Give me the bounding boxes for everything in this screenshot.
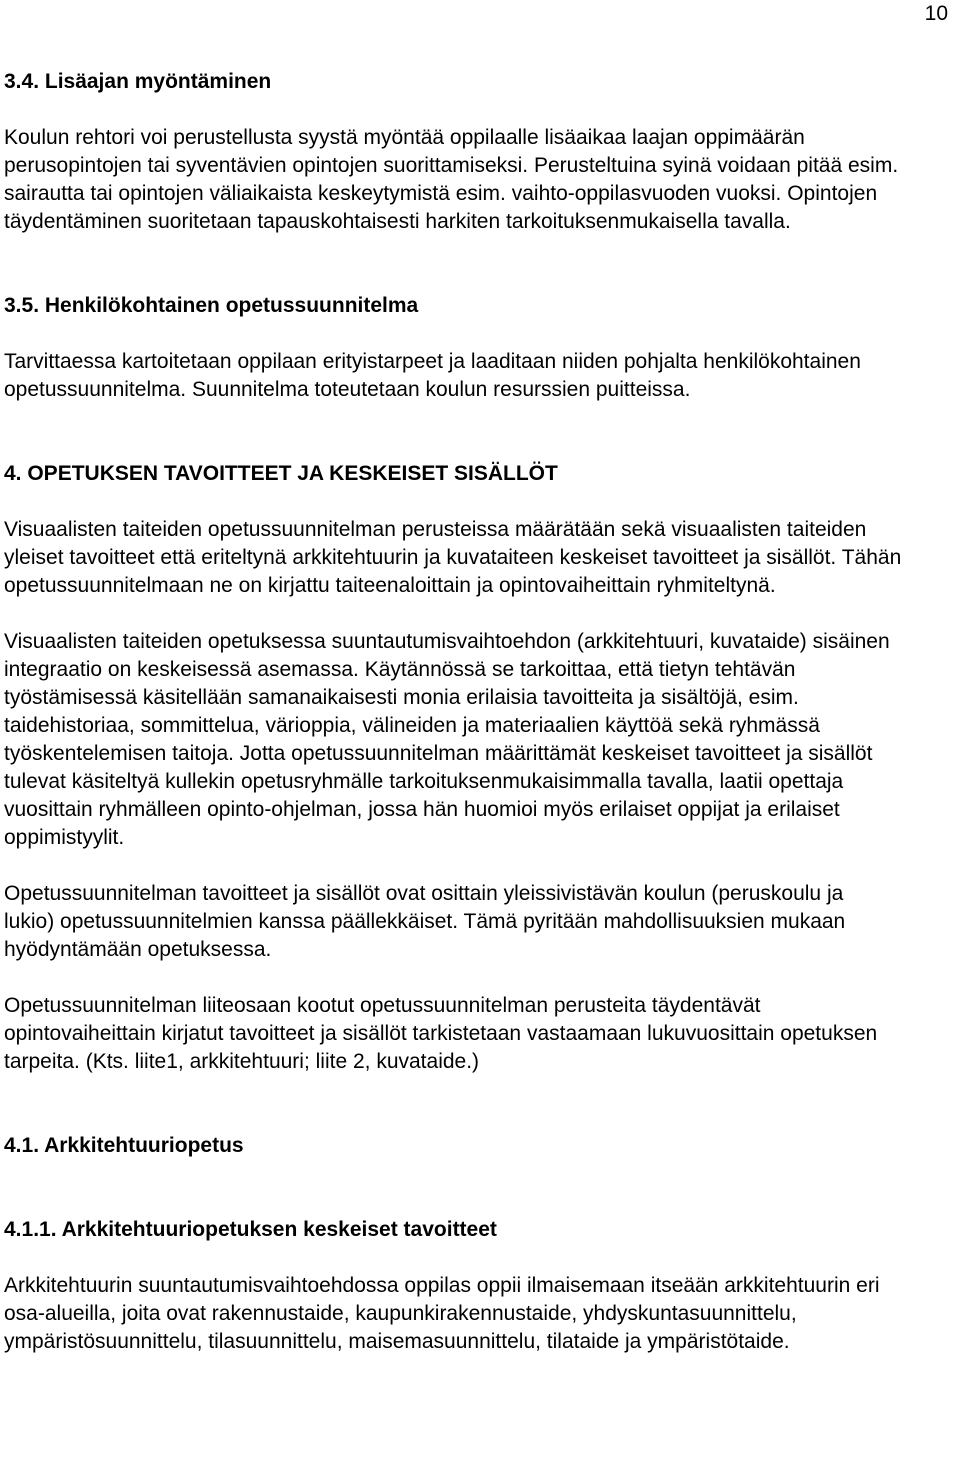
paragraph: Koulun rehtori voi perustellusta syystä myöntää oppilaalle lisäaikaa laajan oppimäärän perusopintojen tai syventävien opintojen suorittamiseksi. Perusteltuina syinä voidaan pitää esim. sairautta tai opintojen väliaikaista keskeytymistä esim. vaihto-oppilasvuoden vuoksi. Opintojen täydentäminen suoritetaan tapauskohtaisesti harkiten tarkoituksenmukaisella tavalla. bbox=[4, 126, 899, 233]
paragraph: Opetussuunnitelman liiteosaan kootut opetussuunnitelman perusteita täydentävät opintovaiheittain kirjatut tavoitteet ja sisällöt tarkistetaan vastaamaan lukuvuosittain opetuksen tarpeita. (Kts. liite1, arkkitehtuuri; liite 2, kuvataide.) bbox=[4, 994, 878, 1073]
section-heading-3-4: 3.4. Lisäajan myöntäminen bbox=[4, 70, 272, 93]
paragraph: Arkkitehtuurin suuntautumisvaihtoehdossa oppilas oppii ilmaisemaan itseään arkkitehtuurin eri osa-alueilla, joita ovat rakennustaide, kaupunkirakennustaide, yhdyskuntasuunnittelu, ympäristösuunnittelu, tilasuunnittelu, maisemasuunnittelu, tilataide ja ympäristötaide. bbox=[4, 1274, 880, 1353]
spacer bbox=[4, 404, 944, 460]
spacer bbox=[4, 1160, 944, 1216]
page-number: 10 bbox=[924, 2, 948, 25]
paragraph: Tarvittaessa kartoitetaan oppilaan erityistarpeet ja laaditaan niiden pohjalta henkilökohtainen opetussuunnitelma. Suunnitelma toteutetaan koulun resurssien puitteissa. bbox=[4, 350, 861, 401]
section-heading-3-5: 3.5. Henkilökohtainen opetussuunnitelma bbox=[4, 294, 419, 317]
section-heading-4-1: 4.1. Arkkitehtuuriopetus bbox=[4, 1134, 244, 1157]
spacer bbox=[4, 852, 944, 880]
paragraph: Visuaalisten taiteiden opetussuunnitelman perusteissa määrätään sekä visuaalisten taiteiden yleiset tavoitteet että eriteltynä arkkitehtuurin ja kuvataiteen keskeiset tavoitteet ja sisällöt. Tähän opetussuunnitelmaan ne on kirjattu taiteenaloittain ja opintovaiheittain ryhmiteltynä. bbox=[4, 518, 902, 597]
spacer bbox=[4, 320, 944, 348]
section-heading-4: 4. OPETUKSEN TAVOITTEET JA KESKEISET SISÄLLÖT bbox=[4, 462, 558, 485]
document-body bbox=[4, 68, 944, 1356]
spacer bbox=[4, 236, 944, 292]
spacer bbox=[4, 1244, 944, 1272]
spacer bbox=[4, 964, 944, 992]
paragraph: Visuaalisten taiteiden opetuksessa suuntautumisvaihtoehdon (arkkitehtuuri, kuvataide) sisäinen integraatio on keskeisessä asemassa. Käytännössä se tarkoittaa, että tietyn tehtävän työstämisessä käsitellään samanaikaisesti monia erilaisia tavoitteita ja sisältöjä, esim. taidehistoriaa, sommittelua, värioppia, välineiden ja materiaalien käyttöä sekä ryhmässä työskentelemisen taitoja. Jotta opetussuunnitelman määrittämät keskeiset tavoitteet ja sisällöt tulevat käsiteltyä kullekin opetusryhmälle tarkoituksenmukaisimmalla tavalla, laatii opettaja vuosittain ryhmälleen opinto-ohjelman, jossa hän huomioi myös erilaiset oppijat ja erilaiset oppimistyylit. bbox=[4, 630, 890, 849]
spacer bbox=[4, 1076, 944, 1132]
spacer bbox=[4, 488, 944, 516]
paragraph: Opetussuunnitelman tavoitteet ja sisällöt ovat osittain yleissivistävän koulun (peruskoulu ja lukio) opetussuunnitelmien kanssa päällekkäiset. Tämä pyritään mahdollisuuksien mukaan hyödyntämään opetuksessa. bbox=[4, 882, 846, 961]
spacer bbox=[4, 600, 944, 628]
section-heading-4-1-1: 4.1.1. Arkkitehtuuriopetuksen keskeiset tavoitteet bbox=[4, 1218, 497, 1241]
spacer bbox=[4, 96, 944, 124]
